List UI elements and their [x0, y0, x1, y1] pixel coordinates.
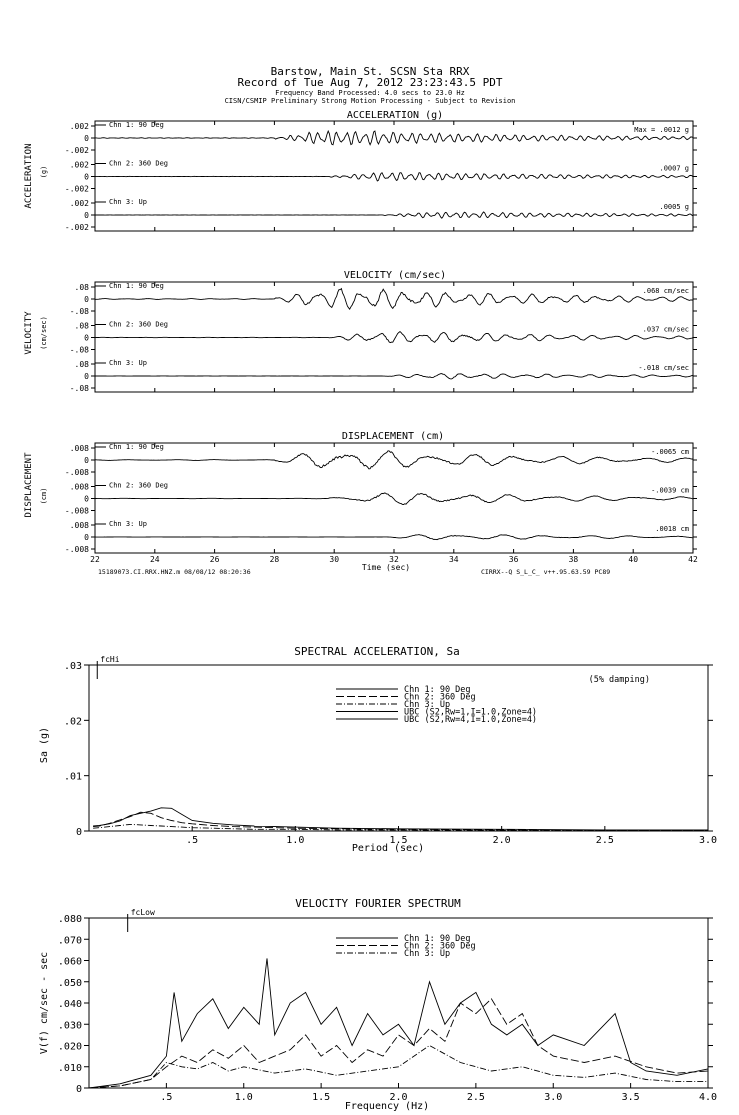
legend-entry: Chn 3: Up — [404, 949, 451, 959]
series-line — [89, 958, 708, 1088]
channel-trace — [95, 374, 693, 379]
chart-title: SPECTRAL ACCELERATION, Sa — [294, 645, 460, 658]
x-tick-label: 30 — [329, 555, 340, 564]
header-line4: CISN/CSMIP Preliminary Strong Motion Processing - Subject to Revision — [224, 97, 516, 105]
y-tick-label: 0 — [84, 295, 89, 304]
y-tick-label: .08 — [74, 283, 89, 292]
y-tick-label: -.008 — [64, 468, 89, 477]
y-tick-label: .01 — [63, 771, 82, 783]
x-tick-label: 24 — [149, 555, 160, 564]
y-tick-label: .08 — [74, 360, 89, 369]
channel-label: Chn 1: 90 Deg — [109, 443, 164, 451]
y-tick-label: 0 — [84, 134, 89, 143]
channel-trace — [95, 332, 693, 343]
y-tick-label: .040 — [57, 999, 82, 1010]
y-tick-label: 0 — [84, 333, 89, 343]
x-tick-label: .5 — [160, 1092, 173, 1103]
x-tick-label: 3.5 — [621, 1092, 640, 1103]
y-tick-label: .008 — [69, 521, 89, 530]
channel-trace — [95, 493, 693, 505]
y-tick-label: -.08 — [69, 307, 89, 316]
panel-title: DISPLACEMENT (cm) — [341, 431, 445, 442]
y-tick-label: -.002 — [64, 223, 89, 232]
x-tick-label: 1.5 — [389, 835, 408, 846]
y-tick-label: -.008 — [64, 506, 89, 516]
channel-peak-label: -.0039 cm — [651, 486, 689, 495]
x-tick-label: 42 — [688, 555, 698, 564]
x-tick-label: 26 — [209, 555, 220, 564]
channel-peak-label: .0005 g — [659, 203, 689, 211]
series-line — [89, 1046, 708, 1089]
panel-title: VELOCITY (cm/sec) — [343, 270, 447, 281]
y-tick-label: .070 — [57, 935, 82, 947]
panel-title: ACCELERATION (g) — [346, 110, 444, 121]
x-tick-label: 34 — [448, 555, 459, 564]
y-axis-label: Sa (g) — [39, 726, 50, 764]
velocity-fourier-chart — [39, 897, 717, 1112]
legend-entry: Chn 1: 90 Deg — [404, 934, 471, 944]
channel-trace — [95, 289, 693, 310]
y-tick-label: -.08 — [69, 384, 89, 393]
y-tick-label: .03 — [63, 661, 82, 672]
channel-label: Chn 2: 360 Deg — [109, 320, 169, 329]
legend-entry: UBC (S2,Rw=1,I=1.0,Zone=4) — [404, 707, 538, 718]
y-tick-label: .008 — [69, 482, 89, 492]
y-tick-label: 0 — [75, 1084, 82, 1095]
channel-label: Chn 3: Up — [109, 198, 147, 206]
spectral-acceleration-chart — [39, 645, 717, 854]
channel-label: Chn 3: Up — [109, 520, 147, 528]
channel-peak-label: .0007 g — [659, 164, 689, 173]
legend-entry: UBC (S2,Rw=4,I=1.0,Zone=4) — [404, 715, 538, 725]
x-axis-label: Frequency (Hz) — [344, 1101, 430, 1112]
x-tick-label: 1.0 — [286, 835, 305, 846]
panel-side-unit: (cm/sec) — [40, 316, 48, 350]
time-axis-label: Time (sec) — [361, 563, 411, 572]
x-tick-label: 36 — [508, 555, 519, 564]
channel-peak-label: Max = .0012 g — [634, 126, 689, 134]
acceleration-panel — [24, 110, 697, 232]
channel-trace — [95, 451, 693, 469]
velocity-panel — [24, 270, 697, 393]
corner-frequency-label: fcHi — [100, 655, 120, 664]
channel-trace — [95, 535, 693, 540]
y-tick-label: 0 — [84, 172, 89, 182]
channel-peak-label: .068 cm/sec — [642, 287, 689, 295]
y-tick-label: .020 — [57, 1041, 82, 1053]
y-tick-label: .08 — [74, 321, 89, 331]
x-tick-label: 1.0 — [234, 1092, 253, 1103]
header-line2: Record of Tue Aug 7, 2012 23:23:43.5 PDT — [237, 76, 503, 89]
y-tick-label: .002 — [69, 199, 89, 208]
x-tick-label: 3.0 — [698, 835, 718, 846]
y-tick-label: 0 — [84, 494, 89, 504]
chart-title: VELOCITY FOURIER SPECTRUM — [295, 897, 461, 910]
y-tick-label: .050 — [57, 977, 82, 989]
series-line — [93, 808, 708, 830]
header-line1: Barstow, Main St. SCSN Sta RRX — [270, 65, 470, 78]
x-tick-label: .5 — [186, 835, 199, 846]
legend-entry: Chn 2: 360 Deg — [404, 941, 476, 952]
x-tick-label: 22 — [90, 555, 100, 564]
x-tick-label: 4.0 — [698, 1092, 718, 1103]
footer-right: CIRRX--Q S_L_C_ v++.95.63.59 PC89 — [481, 568, 611, 576]
y-tick-label: .002 — [69, 122, 89, 131]
footer-left: 15189073.CI.RRX.HNZ.m 08/08/12 08:20:36 — [98, 568, 251, 576]
channel-label: Chn 2: 360 Deg — [109, 159, 169, 168]
series-line — [89, 999, 708, 1088]
header-line3: Frequency Band Processed: 4.0 secs to 23.0 Hz — [275, 89, 465, 97]
y-tick-label: 0 — [84, 372, 89, 381]
x-tick-label: 2.5 — [595, 835, 614, 846]
legend — [336, 934, 476, 959]
y-tick-label: -.008 — [64, 545, 89, 554]
channel-peak-label: .037 cm/sec — [642, 325, 689, 334]
y-tick-label: 0 — [75, 827, 82, 838]
legend-entry: Chn 2: 360 Deg — [404, 692, 476, 703]
channel-label: Chn 1: 90 Deg — [109, 121, 164, 129]
y-tick-label: 0 — [84, 211, 89, 220]
legend-entry: Chn 3: Up — [404, 700, 451, 710]
time-series-panels — [24, 110, 698, 576]
y-tick-label: -.002 — [64, 184, 89, 194]
panel-side-label: ACCELERATION — [24, 143, 34, 209]
y-tick-label: 0 — [84, 533, 89, 542]
x-tick-label: 1.5 — [312, 1092, 331, 1103]
corner-frequency-label: fcLow — [130, 908, 155, 917]
y-tick-label: .030 — [57, 1020, 82, 1032]
y-tick-label: .060 — [57, 956, 82, 968]
channel-peak-label: -.018 cm/sec — [638, 364, 689, 372]
y-tick-label: 0 — [84, 456, 89, 465]
panel-side-label: DISPLACEMENT — [24, 452, 34, 518]
x-tick-label: 32 — [389, 555, 399, 564]
y-tick-label: .080 — [57, 914, 82, 925]
channel-peak-label: -.0065 cm — [651, 448, 689, 456]
x-axis-label: Period (sec) — [351, 843, 425, 854]
chart-frame — [89, 665, 708, 831]
channel-label: Chn 1: 90 Deg — [109, 282, 164, 290]
x-tick-label: 38 — [568, 555, 579, 564]
channel-label: Chn 2: 360 Deg — [109, 481, 169, 490]
channel-trace — [95, 212, 693, 218]
damping-annotation: (5% damping) — [588, 675, 650, 685]
displacement-panel — [24, 431, 697, 554]
y-tick-label: .02 — [63, 716, 82, 728]
panel-side-unit: (cm) — [40, 487, 48, 505]
x-tick-label: 3.0 — [544, 1092, 563, 1103]
legend — [336, 685, 537, 725]
x-tick-label: 2.0 — [492, 835, 511, 846]
y-tick-label: .010 — [57, 1062, 82, 1074]
report-header — [225, 65, 516, 105]
channel-label: Chn 3: Up — [109, 359, 147, 367]
channel-trace — [95, 173, 693, 181]
channel-trace — [95, 131, 693, 145]
y-tick-label: -.08 — [69, 345, 89, 355]
y-axis-label: V(f) cm/sec - sec — [39, 951, 50, 1055]
y-tick-label: .008 — [69, 444, 89, 453]
legend-entry: Chn 1: 90 Deg — [404, 685, 471, 695]
x-tick-label: 2.5 — [466, 1092, 485, 1103]
chart-frame — [89, 918, 708, 1088]
x-tick-label: 2.0 — [389, 1092, 408, 1103]
x-tick-label: 28 — [269, 555, 280, 564]
y-tick-label: -.002 — [64, 146, 89, 155]
channel-peak-label: .0018 cm — [655, 525, 689, 533]
panel-side-unit: (g) — [40, 165, 48, 179]
panel-side-label: VELOCITY — [24, 311, 34, 355]
y-tick-label: .002 — [69, 160, 89, 170]
x-tick-label: 40 — [628, 555, 639, 564]
